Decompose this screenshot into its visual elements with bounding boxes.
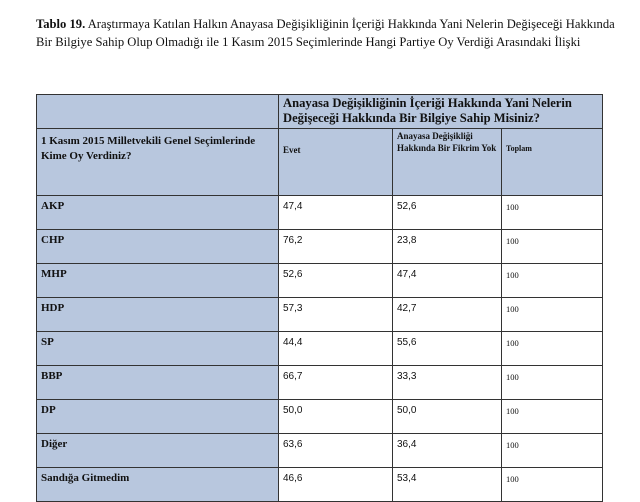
fikrim-yok-cell: 42,7 [393,298,502,332]
group-header-row [37,95,603,129]
evet-cell: 47,4 [279,196,393,230]
toplam-cell: 100 [502,332,603,366]
fikrim-yok-cell: 55,6 [393,332,502,366]
party-cell: SP [37,332,279,366]
table-row [37,434,603,468]
toplam-cell: 100 [502,400,603,434]
column-header-evet: Evet [279,129,393,196]
group-header: Anayasa Değişikliğinin İçeriği Hakkında Yani Nelerin Değişeceği Hakkında Bir Bilgiye Sahip Misiniz? [279,95,603,129]
toplam-cell: 100 [502,264,603,298]
caption-label: Tablo 19. [36,17,86,31]
evet-cell: 66,7 [279,366,393,400]
table-row [37,332,603,366]
data-table [36,94,603,502]
table-row [37,264,603,298]
party-cell: AKP [37,196,279,230]
fikrim-yok-cell: 47,4 [393,264,502,298]
corner-cell [37,95,279,129]
party-cell: HDP [37,298,279,332]
evet-cell: 52,6 [279,264,393,298]
evet-cell: 50,0 [279,400,393,434]
fikrim-yok-cell: 33,3 [393,366,502,400]
evet-cell: 46,6 [279,468,393,502]
table-row [37,366,603,400]
row-header: 1 Kasım 2015 Milletvekili Genel Seçimlerinde Kime Oy Verdiniz? [37,129,279,196]
toplam-cell: 100 [502,230,603,264]
table-caption [36,15,616,51]
party-cell: Sandığa Gitmedim [37,468,279,502]
toplam-cell: 100 [502,196,603,230]
evet-cell: 44,4 [279,332,393,366]
table-row [37,196,603,230]
column-header-toplam: Toplam [502,129,603,196]
table-row [37,400,603,434]
column-header-fikrim-yok: Anayasa Değişikliği Hakkında Bir Fikrim Yok [393,129,502,196]
table-row [37,298,603,332]
party-cell: BBP [37,366,279,400]
caption-text: Araştırmaya Katılan Halkın Anayasa Değişikliğinin İçeriği Hakkında Yani Nelerin Değişeceği Hakkında Bir Bilgiye Sahip Olup Olmadığı ile 1 Kasım 2015 Seçimlerinde Hangi Partiye Oy Verdiği Arasındaki İlişki [36,17,615,49]
toplam-cell: 100 [502,298,603,332]
fikrim-yok-cell: 53,4 [393,468,502,502]
party-cell: Diğer [37,434,279,468]
column-header-row [37,129,603,196]
fikrim-yok-cell: 36,4 [393,434,502,468]
party-cell: CHP [37,230,279,264]
table-row [37,468,603,502]
evet-cell: 57,3 [279,298,393,332]
toplam-cell: 100 [502,366,603,400]
toplam-cell: 100 [502,434,603,468]
fikrim-yok-cell: 23,8 [393,230,502,264]
evet-cell: 76,2 [279,230,393,264]
fikrim-yok-cell: 50,0 [393,400,502,434]
party-cell: DP [37,400,279,434]
toplam-cell: 100 [502,468,603,502]
evet-cell: 63,6 [279,434,393,468]
fikrim-yok-cell: 52,6 [393,196,502,230]
party-cell: MHP [37,264,279,298]
table-row [37,230,603,264]
